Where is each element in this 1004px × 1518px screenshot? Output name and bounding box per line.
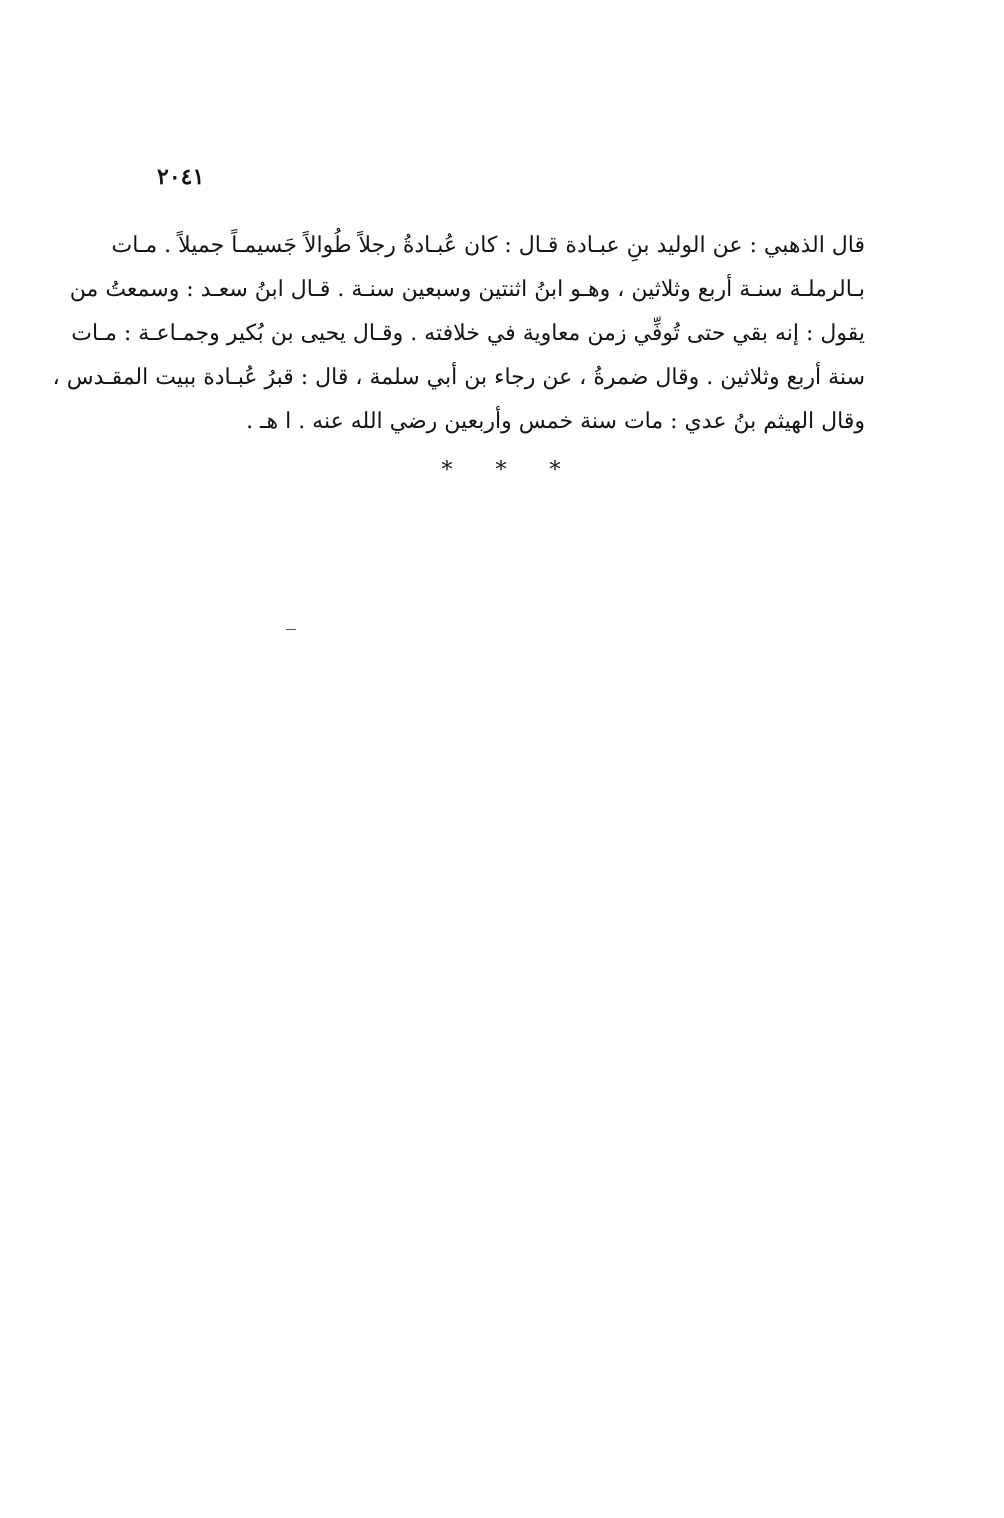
text-line: سنة أربع وثلاثين . وقال ضمرةُ ، عن رجاء بن أبي سلمة ، قال : قبرُ عُبـادة ببيت المقـدس ، [52, 365, 865, 390]
text-line: قال الذهبي : عن الوليد بنِ عبـادة قـال : كان عُبـادةُ رجلاً طُوالاً جَسيمـاً جميلاً . مـات [111, 233, 865, 258]
page-number: ٢٠٤١ [157, 164, 205, 190]
text-line: بـالرملـة سنـة أربع وثلاثين ، وهـو ابنُ اثنتين وسبعين سنـة . قـال ابنُ سعـد : وسمعتُ من [69, 277, 865, 302]
stray-mark [286, 629, 296, 630]
text-line: وقال الهيثم بنُ عدي : مات سنة خمس وأربعين رضي الله عنه . ا هـ . [246, 409, 865, 434]
body-paragraph [52, 224, 865, 444]
text-line: يقول : إنه بقي حتى تُوفِّي زمن معاوية في خلافته . وقـال يحيى بن بُكير وجمـاعـة : مـات [71, 321, 865, 346]
section-separator: * * * [441, 458, 579, 483]
